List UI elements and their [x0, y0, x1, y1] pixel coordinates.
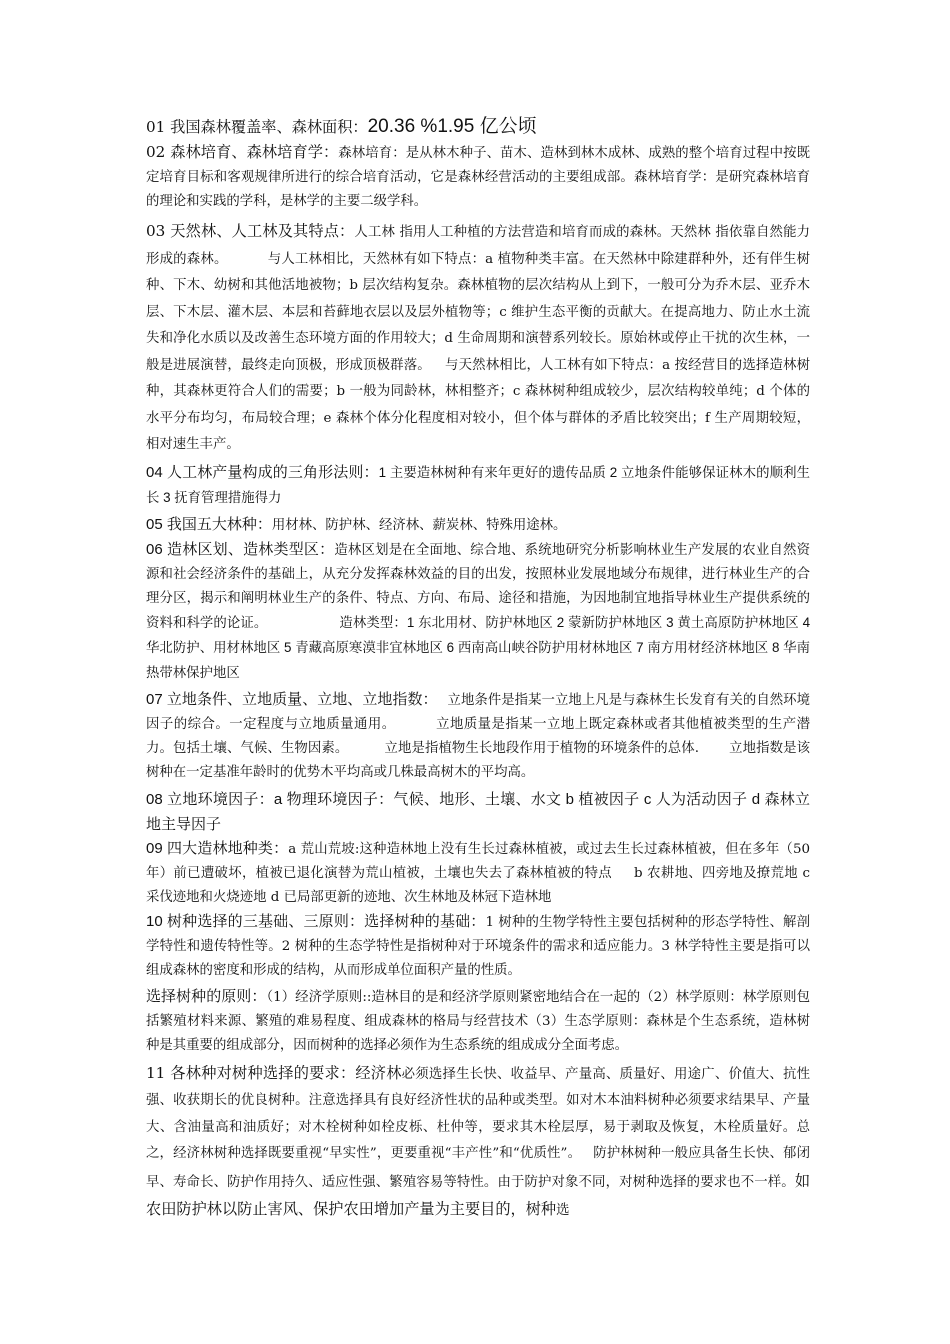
item-06-text-2: 造林类型：1 东北用材、防护林地区 2 蒙新防护林地区 3 黄土高原防护林地区 4 华北防护、用材林地区 5 青藏高原寒漠非宜林地区 6 西南高山峡谷防护用材林地区 7 南方用材经济林地区 8 华南热带林保护地区 — [146, 614, 811, 680]
item-02 — [146, 140, 810, 214]
item-principles-text: （1）经济学原则::造林目的是和经济学原则紧密地结合在一起的（2）林学原则：林学原则包括繁殖材料来源、繁殖的难易程度、组成森林的格局与经营技术（3）生态学原则：森林是个生态系统，造林树种是其重要的组成部分，因而树种的选择必须作为生态系统的组成成分全面考虑。 — [146, 989, 811, 1053]
item-08-heading: 08 立地环境因子： — [146, 790, 274, 808]
item-01 — [146, 112, 810, 142]
item-02-heading: 02 森林培育、森林培育学： — [146, 143, 339, 161]
item-11-text-3: 如农田防护林以防止害风、保护农田增加产量为主要目的，树种 — [146, 1171, 810, 1218]
item-07 — [146, 688, 810, 785]
item-11-text-2: 防护林树种一般应具备生长快、郁闭早、寿命长、防护作用持久、适应性强、繁殖容易等特性。由于防护对象不同，对树种选择的要求也不一样。 — [146, 1146, 811, 1190]
item-principles — [146, 985, 810, 1058]
item-06 — [146, 538, 810, 686]
item-04-heading: 04 人工林产量构成的三角形法则： — [146, 463, 379, 481]
item-06-text-1: 造林区划是在全面地、综合地、系统地研究分析影响林业生产发展的农业自然资源和社会经济条件的基础上，从充分发挥森林效益的目的出发，按照林业发展地域分布规律，进行林业生产的合理分区，揭示和阐明林业生产的条件、特点、方向、布局、途径和措施，为因地制宜地指导林业生产提供系统的资料和科学的论证。 — [146, 542, 810, 631]
item-01-heading: 01 我国森林覆盖率、森林面积： — [146, 118, 368, 136]
item-04 — [146, 461, 810, 511]
item-09-text-2: b 农耕地、四旁地及撩荒地 c 采伐迹地和火烧迹地 d 已局部更新的迹地、次生林地及林冠下造林地 — [146, 865, 810, 905]
item-04-text: 1 主要造林树种有来年更好的遗传品质 2 立地条件能够保证林木的顺利生长 3 抚育管理措施得力 — [146, 464, 810, 505]
item-07-text-3: 立地是指植物生长地段作用于植物的环境条件的总体. — [384, 740, 700, 756]
item-01-value: 20.36 %1.95 亿公顷 — [367, 116, 537, 137]
item-10-heading: 10 树种选择的三基础、三原则： — [146, 912, 365, 930]
item-07-text-4: 立地指数是该树种在一定基准年龄时的优势木平均高或几株最高树木的平均高。 — [146, 740, 810, 780]
item-10 — [146, 910, 810, 983]
item-09 — [146, 837, 810, 910]
item-02-text: 森林培育：是从林木种子、苗木、造林到林木成林、成熟的整个培育过程中按既定培育目标和客观规律所进行的综合培育活动，它是森林经营活动的主要组成部。森林培育学：是研究森林培育的理论和实践的学科，是林学的主要二级学科。 — [146, 146, 811, 209]
item-05-heading: 05 我国五大林种： — [146, 515, 272, 533]
item-03 — [146, 218, 810, 459]
item-03-text-1: 人工林 指用人工种植的方法营造和培育而成的森林。天然林 指依靠自然能力形成的森林。 — [146, 225, 811, 267]
item-03-text-3: 与天然林相比，人工林有如下特点：a 按经营目的选择造林树种，其森林更符合人们的需要；b 一般为同龄林，林相整齐；c 森林树种组成较少，层次结构较单纯；d 个体的水平分布均匀，布局较合理；e 森林个体分化程度相对较小，但个体与群体的矛盾比较突出；f 生产周期较短，相对速生丰产。 — [146, 357, 810, 452]
item-08-text: a 物理环境因子：气候、地形、土壤、水文 b 植被因子 c 人为活动因子 d 森林立地主导因子 — [146, 790, 810, 833]
item-11-text-4: 选 — [556, 1203, 570, 1218]
item-07-text-1: 立地条件是指某一立地上凡是与森林生长发育有关的自然环境因子的综合。一定程度与立地质量通用。 — [146, 692, 810, 732]
item-10-text: 1 树种的生物学特性主要包括树种的形态学特性、解剖学特性和遗传特性等。2 树种的生态学特性是指树种对于环境条件的需求和适应能力。3 林学特性主要是指可以组成森林的密度和形成的结构，从而形成单位面积产量的性质。 — [146, 914, 810, 978]
item-09-heading: 09 四大造林地种类： — [146, 839, 289, 857]
item-05 — [146, 513, 810, 538]
item-08 — [146, 787, 810, 837]
document-page — [146, 112, 810, 1225]
item-11-heading: 11 各林种对树种选择的要求：经济林 — [146, 1063, 402, 1082]
item-11 — [146, 1060, 810, 1225]
item-07-heading: 07 立地条件、立地质量、立地、立地指数： — [146, 690, 438, 708]
item-11-text-1: 必须选择生长快、收益早、产量高、质量好、用途广、价值大、抗性强、收获期长的优良树种。注意选择具有良好经济性状的品种或类型。如对木本油料树种必须要求结果早、产量大、含油量高和油质好；对木栓树种如栓皮栎、杜仲等，要求其木栓层厚，易于剥取及恢复，木栓质量好。总之，经济林树种选择既要重视“早实性”，更要重视“丰产性”和“优质性”。 — [146, 1066, 811, 1161]
item-07-text-2: 立地质量是指某一立地上既定森林或者其他植被类型的生产潜力。包括土壤、气候、生物因素。 — [146, 716, 811, 756]
item-06-heading: 06 造林区划、造林类型区： — [146, 540, 335, 558]
item-03-text-2: 与人工林相比，天然林有如下特点：a 植物种类丰富。在天然林中除建群种外，还有伴生树种、下木、幼树和其他活地被物；b 层次结构复杂。森林植物的层次结构从上到下，一般可分为乔木层、亚乔木层、下木层、灌木层、本层和苔藓地衣层以及层外植物等；c 维护生态平衡的贡献大。在提高地力、防止水土流失和净化水质以及改善生态环境方面的作用较大；d 生命周期和演替系列较长。原始林或停止干扰的次生林，一般是进展演替，最终走向顶极，形成顶极群落。 — [146, 251, 810, 373]
item-05-text: 用材林、防护林、经济林、薪炭林、特殊用途林。 — [271, 517, 567, 533]
item-09-text-1: a 荒山荒坡:这种造林地上没有生长过森林植被，或过去生长过森林植被，但在多年（50 年）前已遭破坏，植被已退化演替为荒山植被，土壤也失去了森林植被的特点 — [146, 841, 810, 881]
item-principles-heading: 选择树种的原则： — [146, 987, 267, 1005]
item-10-subheading: 选择树种的基础： — [364, 912, 486, 930]
item-03-heading: 03 天然林、人工林及其特点： — [146, 222, 355, 240]
